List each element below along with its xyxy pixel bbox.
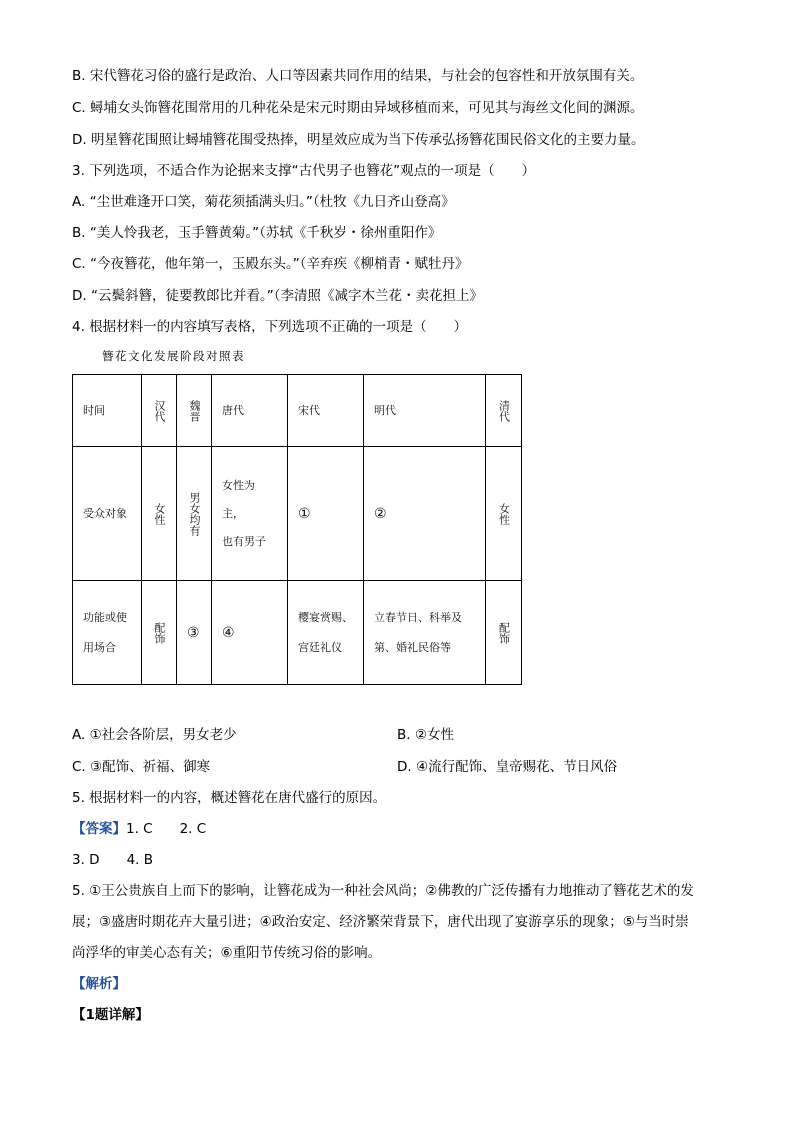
- row1-qing: 女性: [497, 502, 511, 525]
- row1-song-blank: ①: [298, 505, 311, 522]
- header-weijin: 魏晋: [188, 399, 201, 422]
- answer-line1: 1. C 2. C: [126, 821, 207, 837]
- q2-option-b: B. 宋代簪花习俗的盛行是政治、人口等因素共同作用的结果，与社会的包容性和开放氛围有关。: [72, 68, 644, 84]
- q5-stem: 5. 根据材料一的内容，概述簪花在唐代盛行的原因。: [72, 790, 387, 806]
- table-header-row: [73, 375, 522, 447]
- row2-label: 功能或使用场合: [83, 610, 127, 654]
- row1-tang-line3: 也有男子: [222, 534, 266, 548]
- table-row-function: [73, 581, 522, 685]
- row2-ming: 立春节日、科举及第、婚礼民俗等: [374, 610, 462, 654]
- row1-label: 受众对象: [83, 506, 127, 520]
- answer-line2: 3. D 4. B: [72, 852, 153, 868]
- comparison-table: [72, 374, 522, 685]
- analysis-detail-heading: 【1题详解】: [72, 1007, 149, 1023]
- row2-tang-blank: ④: [222, 624, 235, 641]
- q4-option-d: D. ④流行配饰、皇帝赐花、节日风俗: [397, 759, 618, 775]
- answer-tag: 【答案】: [72, 821, 126, 837]
- answer-q5-line2: 展；③盛唐时期花卉大量引进；④政治安定、经济繁荣背景下，唐代出现了宴游享乐的现象；⑤与当时崇: [72, 914, 689, 930]
- row1-weijin: 男女均有: [188, 491, 201, 536]
- table-row-audience: [73, 447, 522, 581]
- row2-song: 樱宴赏赐、宫廷礼仪: [298, 610, 353, 654]
- q2-option-d: D. 明星簪花围照让蟳埔簪花围受热捧，明星效应成为当下传承弘扬簪花围民俗文化的主要力量。: [72, 132, 645, 148]
- q2-option-c: C. 蟳埔女头饰簪花围常用的几种花朵是宋元时期由异域移植而来，可见其与海丝文化间的渊源。: [72, 100, 644, 116]
- row2-han: 配饰: [153, 621, 166, 644]
- row1-ming-blank: ②: [374, 505, 387, 522]
- row1-tang-line2: 主，: [222, 506, 244, 520]
- row1-tang-line1: 女性为: [222, 478, 255, 492]
- q3-option-c: C. “今夜簪花，他年第一，玉殿东头。”（辛弃疾《柳梢青・赋牡丹》: [72, 256, 469, 272]
- row2-qing: 配饰: [497, 621, 511, 644]
- header-tang: 唐代: [222, 403, 244, 417]
- header-han: 汉代: [153, 399, 166, 422]
- header-ming: 明代: [374, 403, 396, 417]
- q3-stem: 3. 下列选项，不适合作为论据来支撑“古代男子也簪花”观点的一项是（ ）: [72, 163, 536, 179]
- q4-option-c: C. ③配饰、祈福、御寒: [72, 759, 211, 775]
- row2-weijin-blank: ③: [187, 624, 200, 641]
- q4-stem: 4. 根据材料一的内容填写表格，下列选项不正确的一项是（ ）: [72, 319, 468, 335]
- header-label: 时间: [83, 403, 105, 417]
- header-qing: 清代: [497, 399, 511, 422]
- q3-option-b: B. “美人怜我老，玉手簪黄菊。”（苏轼《千秋岁・徐州重阳作》: [72, 225, 442, 241]
- row1-han: 女性: [153, 502, 166, 525]
- answer-q5-line1: 5. ①王公贵族自上而下的影响，让簪花成为一种社会风尚；②佛教的广泛传播有力地推动了簪花艺术的发: [72, 883, 694, 899]
- q4-option-a: A. ①社会各阶层，男女老少: [72, 727, 237, 743]
- table-title: 簪花文化发展阶段对照表: [102, 349, 245, 363]
- q3-option-d: D. “云鬓斜簪，徒要教郎比并看。”（李清照《减字木兰花・卖花担上》: [72, 288, 483, 304]
- q3-option-a: A. “尘世难逢开口笑，菊花须插满头归。”（杜牧《九日齐山登高》: [72, 194, 455, 210]
- answer-q5-line3: 尚浮华的审美心态有关；⑥重阳节传统习俗的影响。: [72, 945, 382, 961]
- analysis-tag: 【解析】: [72, 976, 126, 992]
- q4-option-b: B. ②女性: [397, 727, 454, 743]
- header-song: 宋代: [298, 403, 320, 417]
